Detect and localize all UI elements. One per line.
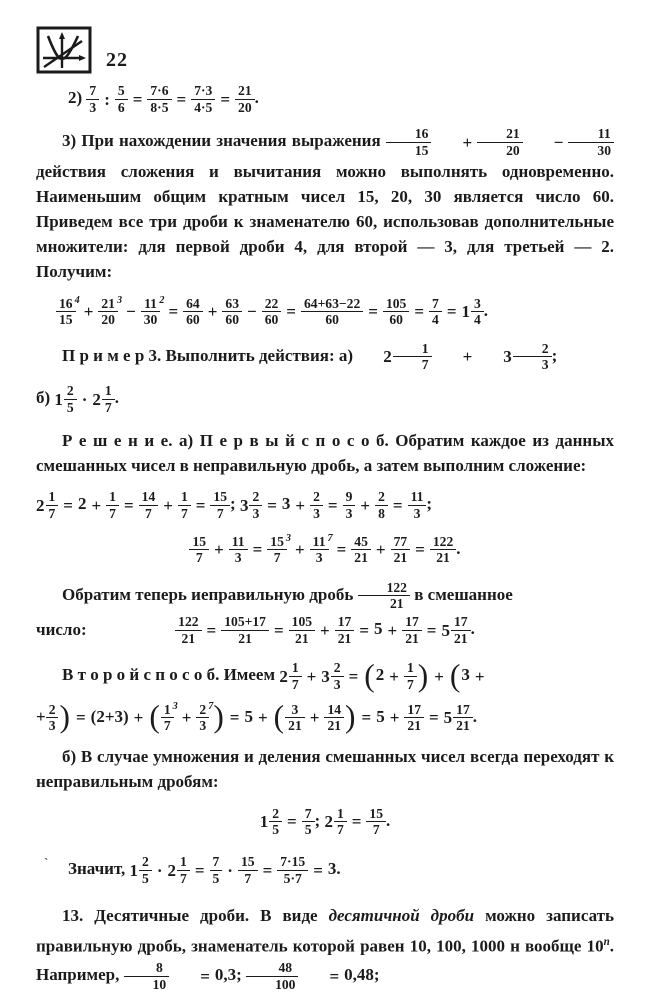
formula-first-way-1: 2 $\frac{1}{7}$ = 2 + $\frac{1}{7}$ = $\frac{14}{7}$ + $\frac{1}{7}$ = $\frac{15}{7}$ ; 3 $\frac{2}{3}$ = 3 + $\frac{2}{3}$ = $\frac{9}{3}$ + $\frac{2}{8}$ = $\frac{11}{3}$ ;	[36, 489, 433, 521]
convert-paragraph: Обратим теперь иеправильную дробь $\frac{122}{21}$ в смешанное	[62, 579, 513, 612]
convert-row	[36, 614, 614, 646]
formula-improper-pair: 1 $\frac{2}{5}$ = $\frac{7}{5}$ ; 2 $\frac{1}{7}$ = $\frac{15}{7}$ .	[259, 805, 391, 838]
solution-paragraph: Р е ш е н и е. а) П е р в ы й с п о с о б. Обратим каждое из данных смешанных чисел в неправильную дробь, а затем выполним сложение:	[36, 431, 614, 476]
formula-first-way-2: $\frac{15}{7}$ + $\frac{11}{3}$ = $\frac{15}{7}$ 3 + $\frac{11}{3}$ 7 = $\frac{45}{21}$ + $\frac{77}{21}$ = $\frac{122}{21}$ .	[36, 534, 614, 566]
multiplication-rule-paragraph: б) В случае умножения и деления смешанных чисел всегда переходят к неправильным дробям:	[36, 746, 614, 791]
paragraph-3: 3) При нахождении значения выражения $\frac{16}{15}$ + $\frac{21}{20}$ − $\frac{11}{30}$ действия сложения и вычитания можно выполнять одновременно. Наименьшим общим кратным чисел 15, 20, 30 является число 60. Приведем все три дроби к знаменателю 60, использовав дополнительные множители: для первой дроби 4, для второй — 3, для третьей — 2. Получим:	[36, 126, 614, 281]
function-graph-icon	[36, 26, 92, 74]
formula-division-example: 2) $\frac{7}{3}$ : $\frac{5}{6}$ = $\frac{7\cdot 6}{8\cdot 5}$ = $\frac{7\cdot 3}{4\cdot 5}$ = $\frac{21}{20}$ .	[68, 83, 259, 115]
formula-lcm-sum: $\frac{16}{15}$ 4 + $\frac{21}{20}$ 3 − $\frac{11}{30}$ 2 = $\frac{64}{60}$ + $\frac{63}{60}$ − $\frac{22}{60}$ = $\frac{64+63-22}{60}$ = $\frac{105}{60}$ = $\frac{7}{4}$ = 1 $\frac{3}{4}$ .	[36, 296, 614, 328]
example-3b-statement: б) 1 $\frac{2}{5}$ · 2 $\frac{1}{7}$ .	[36, 383, 119, 415]
page-header	[36, 26, 614, 74]
formula-znachit: ˋ Значит, 1 $\frac{2}{5}$ · 2 $\frac{1}{7}$ = $\frac{7}{5}$ · $\frac{15}{7}$ = $\frac{7\cdot 15}{5\cdot 7}$ = 3.	[44, 854, 341, 886]
formula-convert: $\frac{122}{21}$ = $\frac{105+17}{21}$ = $\frac{105}{21}$ + $\frac{17}{21}$ = 5 + $\frac{17}{21}$ = 5 $\frac{17}{21}$ .	[36, 614, 614, 646]
convert-label: число:	[36, 620, 87, 640]
example-3-statement: П р и м е р 3. Выполнить действия: а) 2 $\frac{1}{7}$ + 3 $\frac{2}{3}$ ;	[62, 340, 558, 373]
formula-second-way-1: В т о р о й с п о с о б. Имеем 2 $\frac{1}{7}$ + 3 $\frac{2}{3}$ = (2 + $\frac{1}{7}$ ) + (3 +	[62, 658, 485, 694]
margin-mark: ˋ	[44, 855, 49, 870]
paragraph-13: 13. Десятичные дроби. В виде десятичной дроби можно записать правильную дробь, знаменатель которой равен 10, 100, 1000 н вообще 10$^n$. Например, $\frac{8}{10}$ = 0,3; $\frac{48}{100}$ = 0,48;	[36, 906, 614, 992]
page-number: 22	[106, 49, 128, 71]
formula-second-way-2: + $\frac{2}{3}$ ) = (2+3) + ( $\frac{1}{7}$ 3 + $\frac{2}{3}$ 7 ) = 5 + ( $\frac{3}{21}$ + $\frac{14}{21}$ ) = 5 + $\frac{17}{21}$ = 5 $\frac{17}{21}$ .	[36, 699, 478, 735]
